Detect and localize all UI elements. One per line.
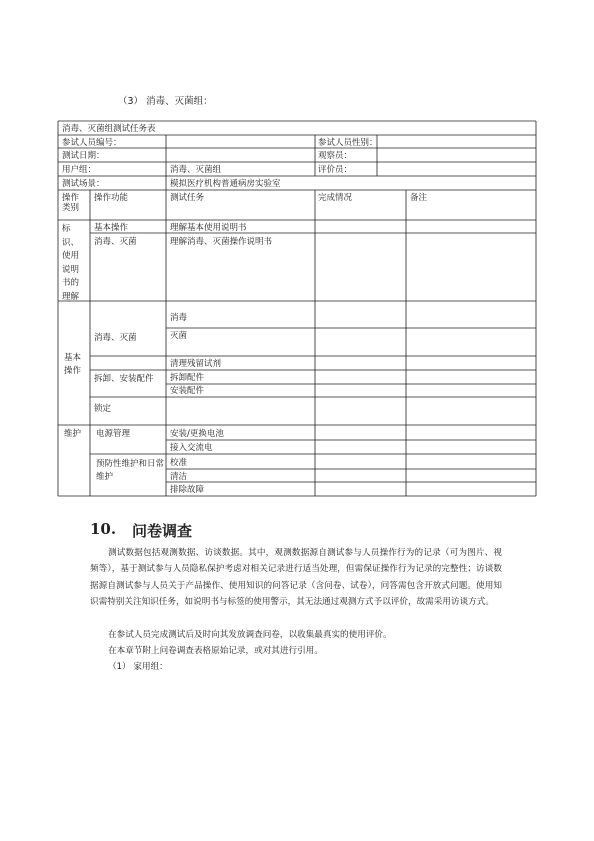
col-header-category: 操作类别 [62, 193, 80, 213]
col-header-notes: 备注 [410, 193, 428, 203]
subsection-caption: （1） 家用组： [108, 662, 168, 672]
task-calibrate: 校准 [170, 458, 188, 468]
participant-gender-label: 参试人员性别： [318, 138, 378, 148]
participant-id-label: 参试人员编号： [62, 138, 122, 148]
table-title: 消毒、灭菌组测试任务表 [62, 124, 156, 134]
paragraph-2: 在参试人员完成测试后及时向其发放调查问卷，以收集最真实的使用评价。 [108, 630, 392, 640]
category-manual: 标识、使用说明书的理解 [62, 224, 80, 302]
scene-label: 测试场景： [62, 179, 105, 189]
task-sterilize: 灭菌 [170, 331, 188, 341]
user-group-value: 消毒、灭菌组 [170, 165, 222, 175]
task-ac: 接入交流电 [170, 443, 213, 453]
col-header-task: 测试任务 [170, 193, 205, 203]
col-header-function: 操作功能 [94, 193, 129, 203]
function-disinfect: 消毒、灭菌 [94, 333, 137, 343]
function-power: 电源管理 [96, 429, 131, 439]
evaluator-label: 评价员： [318, 165, 353, 175]
task-clean: 清洁 [170, 472, 188, 482]
paragraph-1: 测试数据包括观测数据、访谈数据。其中，观测数据源自测试参与人员操作行为的记录（可为图片、视频等），基于测试参与人员隐私保护考虑对相关记录进行适当处理，但需保证操作行为记录的完整性；访谈数据源自测试参与人员关于产品操作、使用知识的问答记录（含问卷、试卷），问答需包含开放式问题。使用知识需特别关注知识任务，如说明书与标签的使用警示，其无法通过观测方式予以评价，故需采用访谈方式。 [90, 548, 502, 607]
function-preventive: 预防性维护和日常维护 [96, 459, 165, 482]
section-number: 10. [90, 520, 117, 538]
task-battery: 安装/更换电池 [170, 429, 224, 439]
task-read-manual: 理解基本使用说明书 [170, 223, 247, 233]
scene-value: 模拟医疗机构普通病房实验室 [170, 179, 281, 189]
section-title: 问卷调查 [132, 522, 193, 540]
task-install: 安装配件 [170, 386, 205, 396]
user-group-label: 用户组： [62, 165, 97, 175]
function-disinfect-manual: 消毒、灭菌 [94, 237, 137, 247]
function-basic-op: 基本操作 [94, 223, 129, 233]
task-disinfect: 消毒 [170, 313, 188, 323]
category-maintenance: 维护 [64, 429, 82, 439]
section-caption: （3） 消毒、灭菌组： [118, 96, 213, 107]
task-disinfect-manual: 理解消毒、灭菌操作说明书 [170, 237, 273, 247]
paragraph-3: 在本章节附上问卷调查表格原始记录，或对其进行引用。 [108, 646, 323, 656]
function-lock: 锁定 [94, 404, 112, 414]
observer-label: 观察员： [318, 151, 353, 161]
task-troubleshoot: 排除故障 [170, 485, 205, 495]
function-assembly: 拆卸、安装配件 [94, 374, 154, 384]
task-clean-residue: 清理残留试剂 [170, 359, 222, 369]
test-date-label: 测试日期： [62, 151, 105, 161]
col-header-status: 完成情况 [318, 193, 353, 203]
category-basic: 基本操作 [64, 353, 82, 376]
task-disassemble: 拆卸配件 [170, 373, 205, 383]
